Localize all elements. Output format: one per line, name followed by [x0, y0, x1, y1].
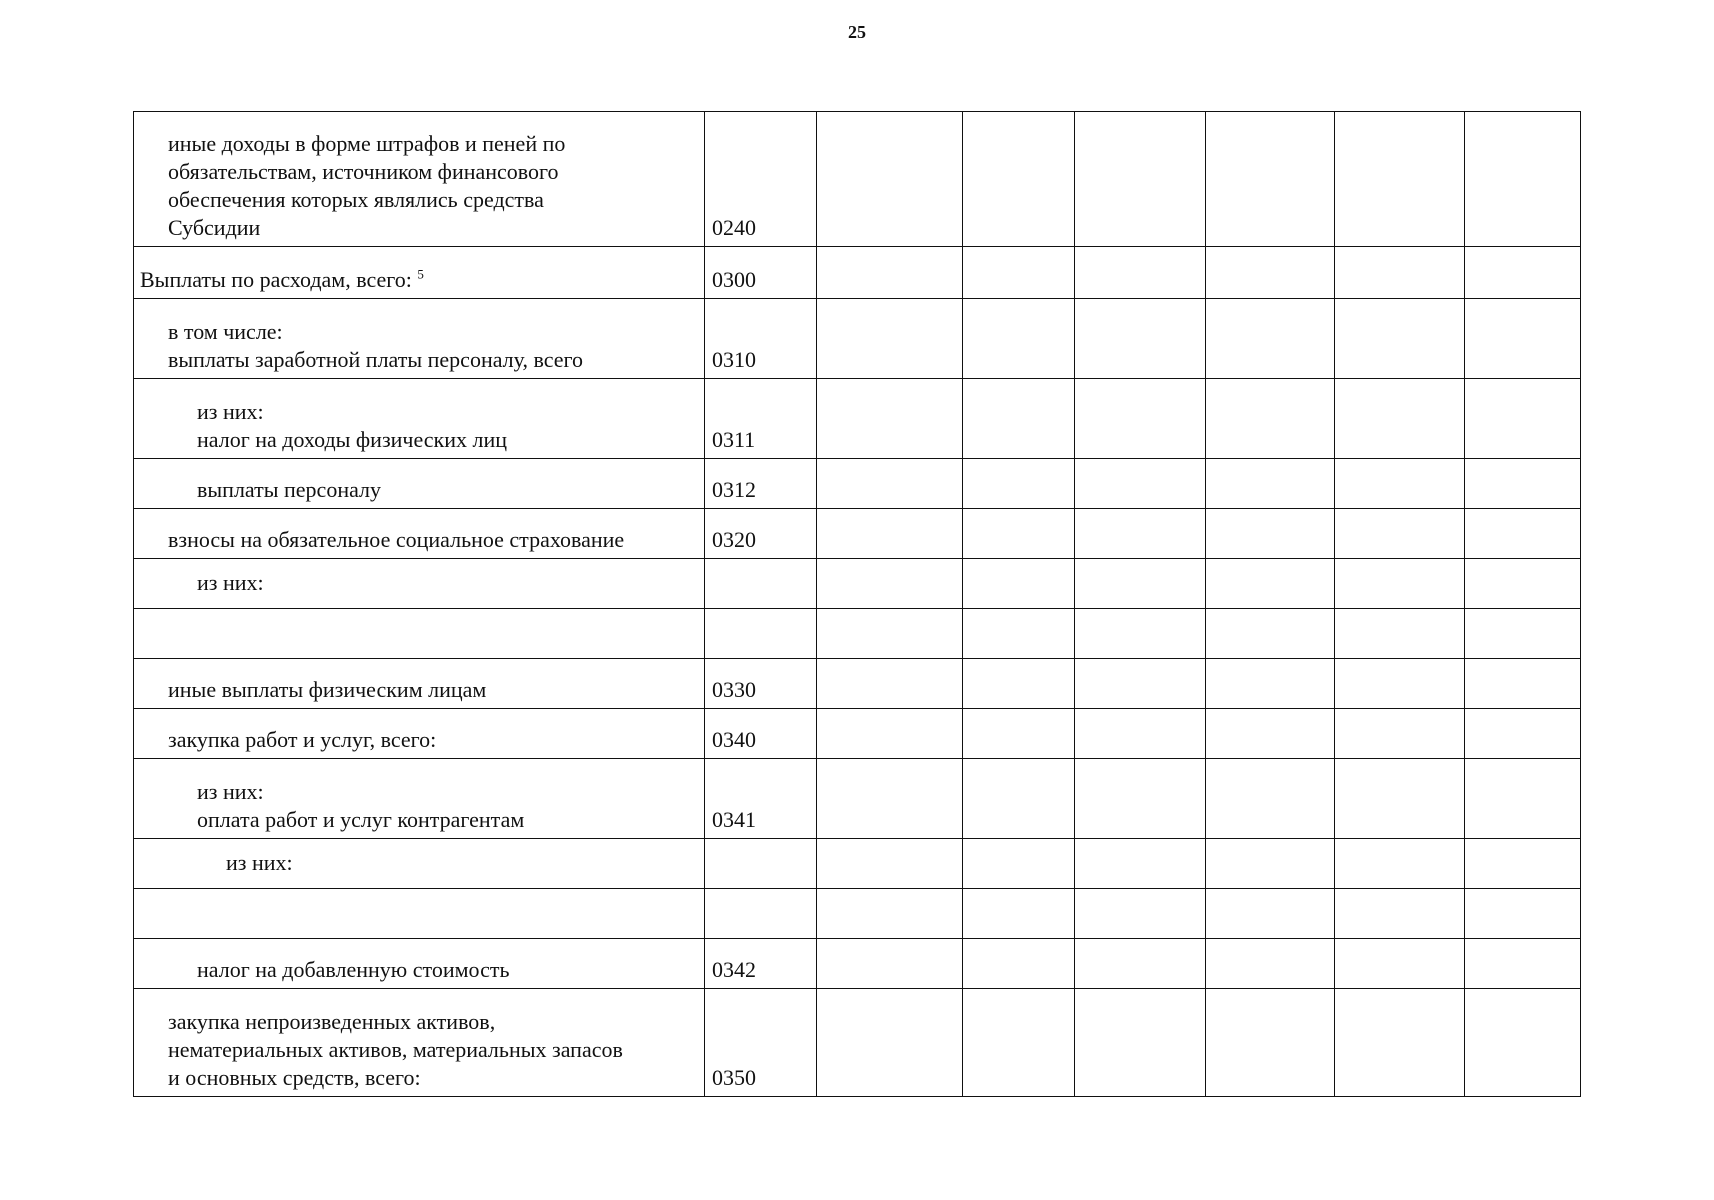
row-label: закупка работ и услуг, всего: — [134, 709, 705, 759]
table-row — [134, 112, 1581, 247]
row-code — [705, 889, 817, 939]
value-cell — [1465, 839, 1581, 889]
value-cell — [1206, 459, 1335, 509]
row-code — [705, 609, 817, 659]
value-cell — [1465, 989, 1581, 1097]
table-row — [134, 839, 1581, 889]
value-cell — [1465, 709, 1581, 759]
value-cell — [1335, 459, 1465, 509]
value-cell — [1206, 889, 1335, 939]
value-cell — [963, 889, 1075, 939]
value-cell — [1206, 559, 1335, 609]
value-cell — [1335, 112, 1465, 247]
value-cell — [1335, 509, 1465, 559]
value-cell — [1206, 379, 1335, 459]
value-cell — [817, 379, 963, 459]
value-cell — [1465, 939, 1581, 989]
value-cell — [1206, 989, 1335, 1097]
value-cell — [817, 459, 963, 509]
value-cell — [817, 989, 963, 1097]
value-cell — [1206, 609, 1335, 659]
value-cell — [1465, 459, 1581, 509]
value-cell — [963, 247, 1075, 299]
table-row — [134, 559, 1581, 609]
row-label: из них: налог на доходы физических лиц — [134, 379, 705, 459]
row-label: из них: — [134, 559, 705, 609]
value-cell — [1075, 989, 1206, 1097]
row-label: из них: оплата работ и услуг контрагентам — [134, 759, 705, 839]
value-cell — [1075, 112, 1206, 247]
value-cell — [1075, 759, 1206, 839]
value-cell — [817, 889, 963, 939]
row-code: 0340 — [705, 709, 817, 759]
value-cell — [1335, 709, 1465, 759]
value-cell — [1335, 939, 1465, 989]
row-label: в том числе: выплаты заработной платы персоналу, всего — [134, 299, 705, 379]
row-code: 0342 — [705, 939, 817, 989]
row-code: 0341 — [705, 759, 817, 839]
value-cell — [1335, 299, 1465, 379]
value-cell — [1206, 839, 1335, 889]
value-cell — [817, 299, 963, 379]
value-cell — [817, 112, 963, 247]
value-cell — [963, 509, 1075, 559]
value-cell — [1206, 299, 1335, 379]
table-row — [134, 989, 1581, 1097]
value-cell — [963, 759, 1075, 839]
value-cell — [1465, 559, 1581, 609]
value-cell — [1075, 889, 1206, 939]
value-cell — [1206, 112, 1335, 247]
value-cell — [817, 759, 963, 839]
value-cell — [963, 559, 1075, 609]
row-label: взносы на обязательное социальное страхование — [134, 509, 705, 559]
footnote-marker: 5 — [417, 266, 424, 282]
value-cell — [963, 379, 1075, 459]
value-cell — [1206, 759, 1335, 839]
value-cell — [963, 112, 1075, 247]
value-cell — [817, 709, 963, 759]
report-table — [133, 111, 1581, 1097]
row-code: 0350 — [705, 989, 817, 1097]
value-cell — [817, 609, 963, 659]
row-label: налог на добавленную стоимость — [134, 939, 705, 989]
row-label: закупка непроизведенных активов, нематериальных активов, материальных запасов и основных средств, всего: — [134, 989, 705, 1097]
value-cell — [1465, 299, 1581, 379]
value-cell — [1335, 839, 1465, 889]
value-cell — [1075, 659, 1206, 709]
value-cell — [1075, 609, 1206, 659]
value-cell — [1206, 509, 1335, 559]
table-row — [134, 709, 1581, 759]
page-number: 25 — [848, 22, 866, 42]
value-cell — [1075, 939, 1206, 989]
value-cell — [963, 659, 1075, 709]
table-row — [134, 759, 1581, 839]
value-cell — [1075, 299, 1206, 379]
table-row — [134, 459, 1581, 509]
row-code — [705, 559, 817, 609]
value-cell — [1206, 247, 1335, 299]
value-cell — [1335, 609, 1465, 659]
value-cell — [817, 559, 963, 609]
value-cell — [1075, 709, 1206, 759]
table-row — [134, 939, 1581, 989]
row-label: Выплаты по расходам, всего: — [140, 267, 412, 292]
value-cell — [963, 989, 1075, 1097]
value-cell — [1465, 659, 1581, 709]
row-label: иные выплаты физическим лицам — [134, 659, 705, 709]
table-row — [134, 609, 1581, 659]
row-code: 0312 — [705, 459, 817, 509]
value-cell — [963, 709, 1075, 759]
value-cell — [1465, 247, 1581, 299]
value-cell — [817, 839, 963, 889]
row-code — [705, 839, 817, 889]
value-cell — [1075, 509, 1206, 559]
value-cell — [963, 839, 1075, 889]
value-cell — [963, 939, 1075, 989]
value-cell — [1075, 379, 1206, 459]
value-cell — [1465, 759, 1581, 839]
row-code: 0330 — [705, 659, 817, 709]
value-cell — [1335, 559, 1465, 609]
table-row — [134, 299, 1581, 379]
value-cell — [817, 509, 963, 559]
value-cell — [1206, 659, 1335, 709]
value-cell — [1335, 659, 1465, 709]
value-cell — [1335, 759, 1465, 839]
row-label-cell — [134, 247, 705, 299]
row-label: иные доходы в форме штрафов и пеней по обязательствам, источником финансового обеспечения которых являлись средства Субсидии — [134, 112, 705, 247]
value-cell — [1075, 559, 1206, 609]
value-cell — [963, 299, 1075, 379]
table-row — [134, 509, 1581, 559]
row-label — [134, 609, 705, 659]
table-row — [134, 379, 1581, 459]
row-label — [134, 889, 705, 939]
row-code: 0310 — [705, 299, 817, 379]
value-cell — [817, 659, 963, 709]
value-cell — [1465, 609, 1581, 659]
table-row — [134, 247, 1581, 299]
row-code: 0240 — [705, 112, 817, 247]
value-cell — [817, 939, 963, 989]
row-label: из них: — [134, 839, 705, 889]
value-cell — [1335, 889, 1465, 939]
value-cell — [1465, 889, 1581, 939]
value-cell — [1206, 709, 1335, 759]
row-code: 0320 — [705, 509, 817, 559]
value-cell — [1465, 379, 1581, 459]
value-cell — [1335, 989, 1465, 1097]
table-row — [134, 659, 1581, 709]
value-cell — [1075, 459, 1206, 509]
value-cell — [963, 459, 1075, 509]
value-cell — [1075, 247, 1206, 299]
value-cell — [1335, 379, 1465, 459]
value-cell — [817, 247, 963, 299]
value-cell — [1335, 247, 1465, 299]
row-label: выплаты персоналу — [134, 459, 705, 509]
table-row — [134, 889, 1581, 939]
value-cell — [1465, 112, 1581, 247]
value-cell — [1465, 509, 1581, 559]
value-cell — [1075, 839, 1206, 889]
value-cell — [1206, 939, 1335, 989]
row-code: 0311 — [705, 379, 817, 459]
row-code: 0300 — [705, 247, 817, 299]
value-cell — [963, 609, 1075, 659]
